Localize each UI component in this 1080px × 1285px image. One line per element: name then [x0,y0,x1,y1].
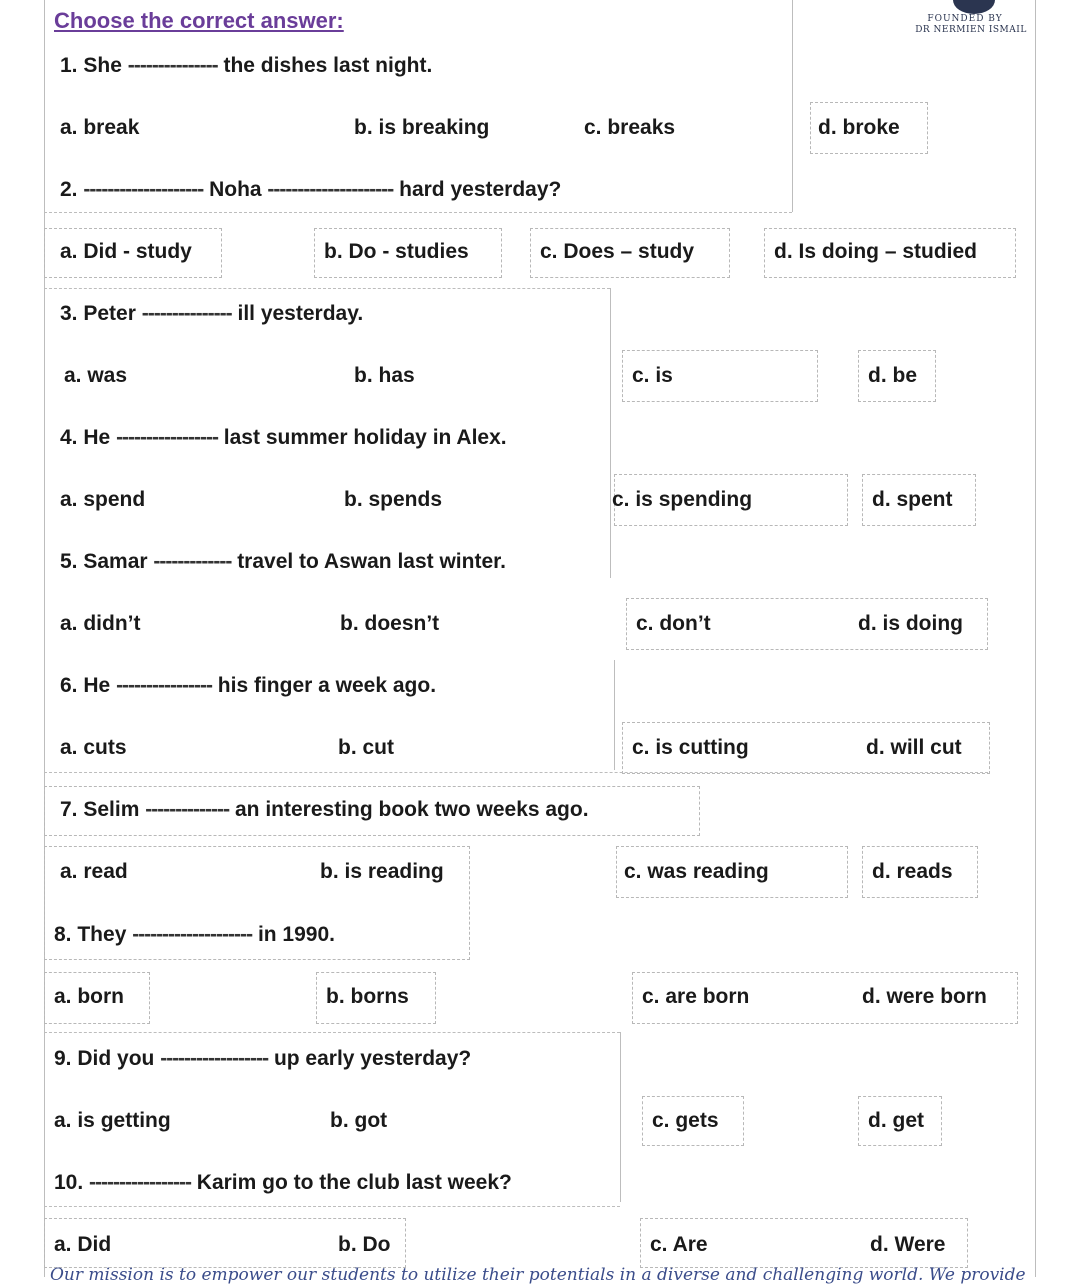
question-number: 8. [54,923,72,946]
question-text: his finger a week ago. [217,674,437,697]
answer-blank: --------------- [141,302,232,325]
option-c[interactable]: c. is [632,364,673,387]
option-a[interactable]: a. cuts [60,736,127,759]
answer-blank: --------------------- [267,178,394,201]
question-number: 2. [60,178,78,201]
table-border [614,660,615,770]
question-text: an interesting book two weeks ago. [234,798,589,821]
option-d[interactable]: d. spent [872,488,953,511]
question-number: 5. [60,550,78,573]
answer-blank: ------------------ [160,1047,269,1070]
option-d[interactable]: d. Were [870,1233,946,1256]
option-d[interactable]: d. is doing [858,612,963,635]
question-text: Selim [83,798,140,821]
table-border [792,0,793,212]
logo-emblem-icon [953,0,995,14]
option-c[interactable]: c. are born [642,985,750,1008]
question-text: She [83,54,122,77]
question-5 [60,550,506,574]
option-b[interactable]: b. borns [326,985,409,1008]
question-number: 3. [60,302,78,325]
option-c[interactable]: c. gets [652,1109,719,1132]
table-border [44,772,988,773]
question-text: ill yesterday. [237,302,364,325]
question-8 [54,923,335,947]
option-b[interactable]: b. spends [344,488,443,511]
option-b[interactable]: b. got [330,1109,388,1132]
question-text: Did you [77,1047,155,1070]
option-d[interactable]: d. reads [872,860,953,883]
table-border [44,288,610,289]
option-a[interactable]: a. didn’t [60,612,141,635]
question-text: Peter [83,302,136,325]
logo-founder-name: DR NERMIEN ISMAIL [915,25,1027,35]
question-text: hard yesterday? [399,178,562,201]
option-a[interactable]: a. spend [60,488,146,511]
option-d[interactable]: d. get [868,1109,924,1132]
option-b[interactable]: b. has [354,364,415,387]
question-number: 4. [60,426,78,449]
option-d[interactable]: d. be [868,364,918,387]
option-a[interactable]: a. Did [54,1233,112,1256]
answer-blank: ----------------- [89,1171,191,1194]
question-9 [54,1047,471,1071]
option-d[interactable]: d. will cut [866,736,962,759]
question-number: 6. [60,674,78,697]
table-border [44,212,792,213]
question-number: 10. [54,1171,84,1194]
question-number: 7. [60,798,78,821]
question-text: He [83,674,111,697]
question-text: Samar [83,550,148,573]
option-a[interactable]: a. is getting [54,1109,171,1132]
question-text: travel to Aswan last winter. [237,550,506,573]
answer-blank: ------------- [153,550,232,573]
answer-blank: --------------- [127,54,218,77]
question-4 [60,426,507,450]
option-d[interactable]: d. broke [818,116,900,139]
question-text: in 1990. [257,923,335,946]
option-c[interactable]: c. Does – study [540,240,695,263]
question-1 [60,54,432,78]
option-c[interactable]: c. was reading [624,860,769,883]
logo-founded-by: FOUNDED BY [927,14,1003,24]
option-b[interactable]: b. doesn’t [340,612,440,635]
option-c[interactable]: c. Are [650,1233,708,1256]
question-number: 1. [60,54,78,77]
option-a[interactable]: a. break [60,116,140,139]
answer-blank: -------------------- [132,923,253,946]
table-border [610,288,611,578]
question-text: He [83,426,111,449]
option-b[interactable]: b. is breaking [354,116,490,139]
option-c[interactable]: c. is spending [612,488,753,511]
answer-blank: ----------------- [116,426,218,449]
question-3 [60,302,363,326]
option-a[interactable]: a. was [64,364,128,387]
option-c[interactable]: c. don’t [636,612,711,635]
option-c[interactable]: c. breaks [584,116,676,139]
mission-statement: Our mission is to empower our students to utilize their potentials in a diverse and challenging world. We provide [50,1265,1026,1285]
option-b[interactable]: b. is reading [320,860,444,883]
answer-blank: -------------------- [83,178,204,201]
table-border [44,1206,620,1207]
question-6 [60,674,436,698]
question-text: last summer holiday in Alex. [223,426,507,449]
question-text: up early yesterday? [273,1047,472,1070]
option-a[interactable]: a. born [54,985,125,1008]
question-text: the dishes last night. [223,54,433,77]
question-text: Karim go to the club last week? [196,1171,512,1194]
worksheet-heading: Choose the correct answer: [54,8,344,33]
school-logo [905,0,1037,44]
question-2 [60,178,561,202]
question-10 [54,1171,512,1195]
option-c[interactable]: c. is cutting [632,736,749,759]
option-a[interactable]: a. read [60,860,128,883]
answer-blank: ---------------- [116,674,212,697]
option-a[interactable]: a. Did - study [60,240,192,263]
option-b[interactable]: b. Do [338,1233,391,1256]
question-number: 9. [54,1047,72,1070]
option-b[interactable]: b. cut [338,736,394,759]
question-text: Noha [209,178,262,201]
option-b[interactable]: b. Do - studies [324,240,469,263]
option-d[interactable]: d. were born [862,985,987,1008]
answer-blank: -------------- [145,798,230,821]
question-text: They [77,923,127,946]
table-border [620,1032,621,1202]
option-d[interactable]: d. Is doing – studied [774,240,978,263]
question-7 [60,798,589,822]
table-border [44,1032,620,1033]
